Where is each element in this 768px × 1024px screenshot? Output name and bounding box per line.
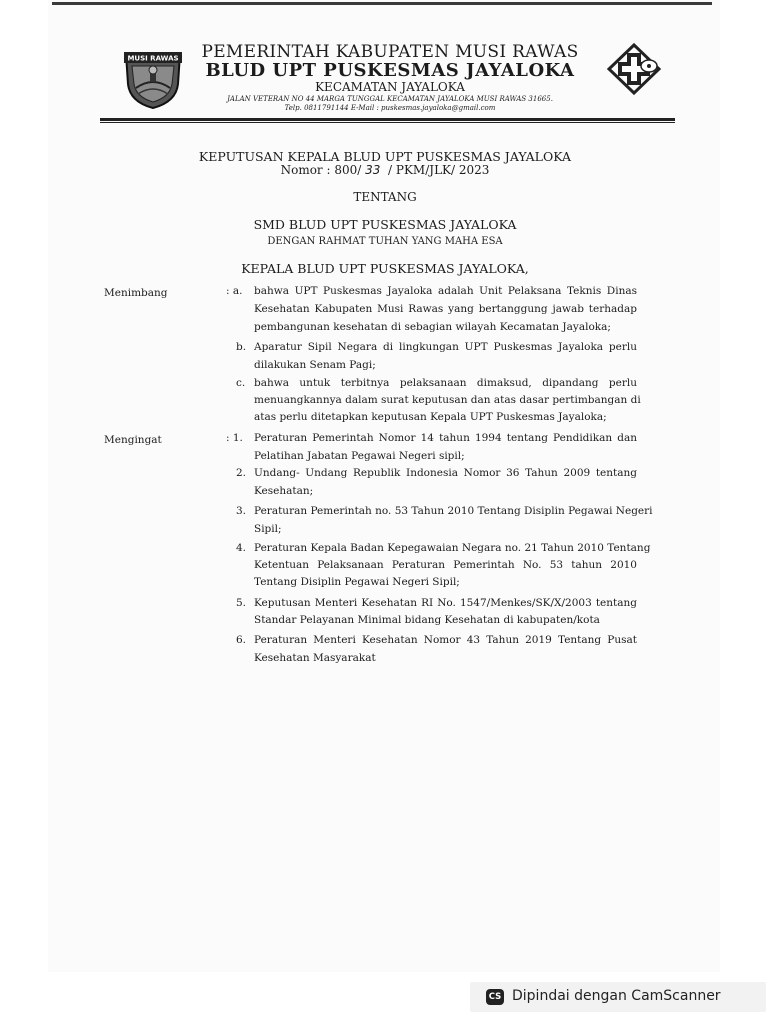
- decree-authority: KEPALA BLUD UPT PUSKESMAS JAYALOKA,: [241, 261, 529, 276]
- list-line: Undang- Undang Republik Indonesia Nomor 36 Tahun 2009 tentang: [254, 467, 637, 479]
- decree-rahmat: DENGAN RAHMAT TUHAN YANG MAHA ESA: [267, 236, 503, 247]
- list-line: menuangkannya dalam surat keputusan dan atas dasar pertimbangan di: [254, 394, 641, 406]
- list-line: Standar Pelayanan Minimal bidang Kesehatan di kabupaten/kota: [254, 614, 600, 626]
- list-line: Peraturan Pemerintah no. 53 Tahun 2010 Tentang Disiplin Pegawai Negeri: [254, 505, 653, 517]
- list-marker: 3.: [236, 505, 247, 517]
- list-line: Kesehatan;: [254, 485, 314, 497]
- list-line: Sipil;: [254, 523, 282, 535]
- musi-rawas-regency-emblem-icon: [120, 48, 186, 110]
- list-line: Pelatihan Jabatan Pegawai Negeri sipil;: [254, 450, 465, 462]
- letterhead-rule-thick: [100, 118, 675, 121]
- list-line: Aparatur Sipil Negara di lingkungan UPT Puskesmas Jayaloka perlu: [254, 341, 637, 353]
- list-line: Ketentuan Pelaksanaan Peraturan Pemerintah No. 53 tahun 2010: [254, 559, 637, 571]
- list-marker: : 1.: [226, 432, 243, 444]
- kop-contact: Telp. 0811791144 E-Mail : puskesmas.jayaloka@gmail.com: [284, 104, 496, 112]
- list-line: Peraturan Menteri Kesehatan Nomor 43 Tahun 2019 Tentang Pusat: [254, 634, 637, 646]
- scan-edge-line: [52, 2, 712, 5]
- decree-subject: SMD BLUD UPT PUSKESMAS JAYALOKA: [253, 217, 517, 232]
- list-line: Peraturan Pemerintah Nomor 14 tahun 1994 tentang Pendidikan dan: [254, 432, 637, 444]
- list-line: pembangunan kesehatan di sebagian wilayah Kecamatan Jayaloka;: [254, 321, 611, 333]
- puskesmas-emblem-icon: [606, 42, 662, 96]
- kop-district: KECAMATAN JAYALOKA: [315, 80, 465, 94]
- camscanner-watermark: [470, 982, 766, 1012]
- list-line: Peraturan Kepala Badan Kepegawaian Negara no. 21 Tahun 2010 Tentang: [254, 542, 651, 554]
- list-line: Kesehatan Masyarakat: [254, 652, 376, 664]
- list-marker: 5.: [236, 597, 247, 609]
- list-line: Tentang Disiplin Pegawai Negeri Sipil;: [254, 576, 460, 588]
- camscanner-text: Dipindai dengan CamScanner: [512, 988, 721, 1004]
- list-marker: 4.: [236, 542, 247, 554]
- list-line: Keputusan Menteri Kesehatan RI No. 1547/Menkes/SK/X/2003 tentang: [254, 597, 637, 609]
- kop-government-line: PEMERINTAH KABUPATEN MUSI RAWAS: [201, 42, 579, 62]
- decree-title: KEPUTUSAN KEPALA BLUD UPT PUSKESMAS JAYALOKA: [198, 149, 572, 164]
- list-line: bahwa UPT Puskesmas Jayaloka adalah Unit Pelaksana Teknis Dinas: [254, 285, 637, 297]
- decree-number-suffix: / PKM/JLK/ 2023: [388, 163, 490, 177]
- list-marker: b.: [236, 341, 247, 353]
- emblem-banner-text: MUSI RAWAS: [127, 54, 179, 63]
- mengingat-label: Mengingat: [104, 434, 162, 446]
- list-line: Kesehatan Kabupaten Musi Rawas yang bertanggung jawab terhadap: [254, 303, 637, 315]
- list-line: atas perlu ditetapkan keputusan Kepala UPT Puskesmas Jayaloka;: [254, 411, 607, 423]
- list-line: bahwa untuk terbitnya pelaksanaan dimaksud, dipandang perlu: [254, 377, 637, 389]
- list-marker: : a.: [226, 285, 243, 297]
- list-marker: c.: [236, 377, 246, 389]
- decree-number: [140, 163, 630, 177]
- list-marker: 6.: [236, 634, 247, 646]
- list-marker: 2.: [236, 467, 247, 479]
- decree-tentang: TENTANG: [353, 190, 417, 204]
- kop-institution-name: BLUD UPT PUSKESMAS JAYALOKA: [205, 60, 575, 81]
- decree-number-handwritten: 33: [365, 163, 381, 177]
- menimbang-label: Menimbang: [104, 287, 168, 299]
- camscanner-logo-icon: CS: [486, 989, 504, 1005]
- kop-address: JALAN VETERAN NO 44 MARGA TUNGGAL KECAMATAN JAYALOKA MUSI RAWAS 31665.: [227, 95, 553, 103]
- letterhead-rule-thin: [100, 122, 675, 123]
- list-line: dilakukan Senam Pagi;: [254, 359, 376, 371]
- decree-number-label: Nomor : 800/: [280, 163, 362, 177]
